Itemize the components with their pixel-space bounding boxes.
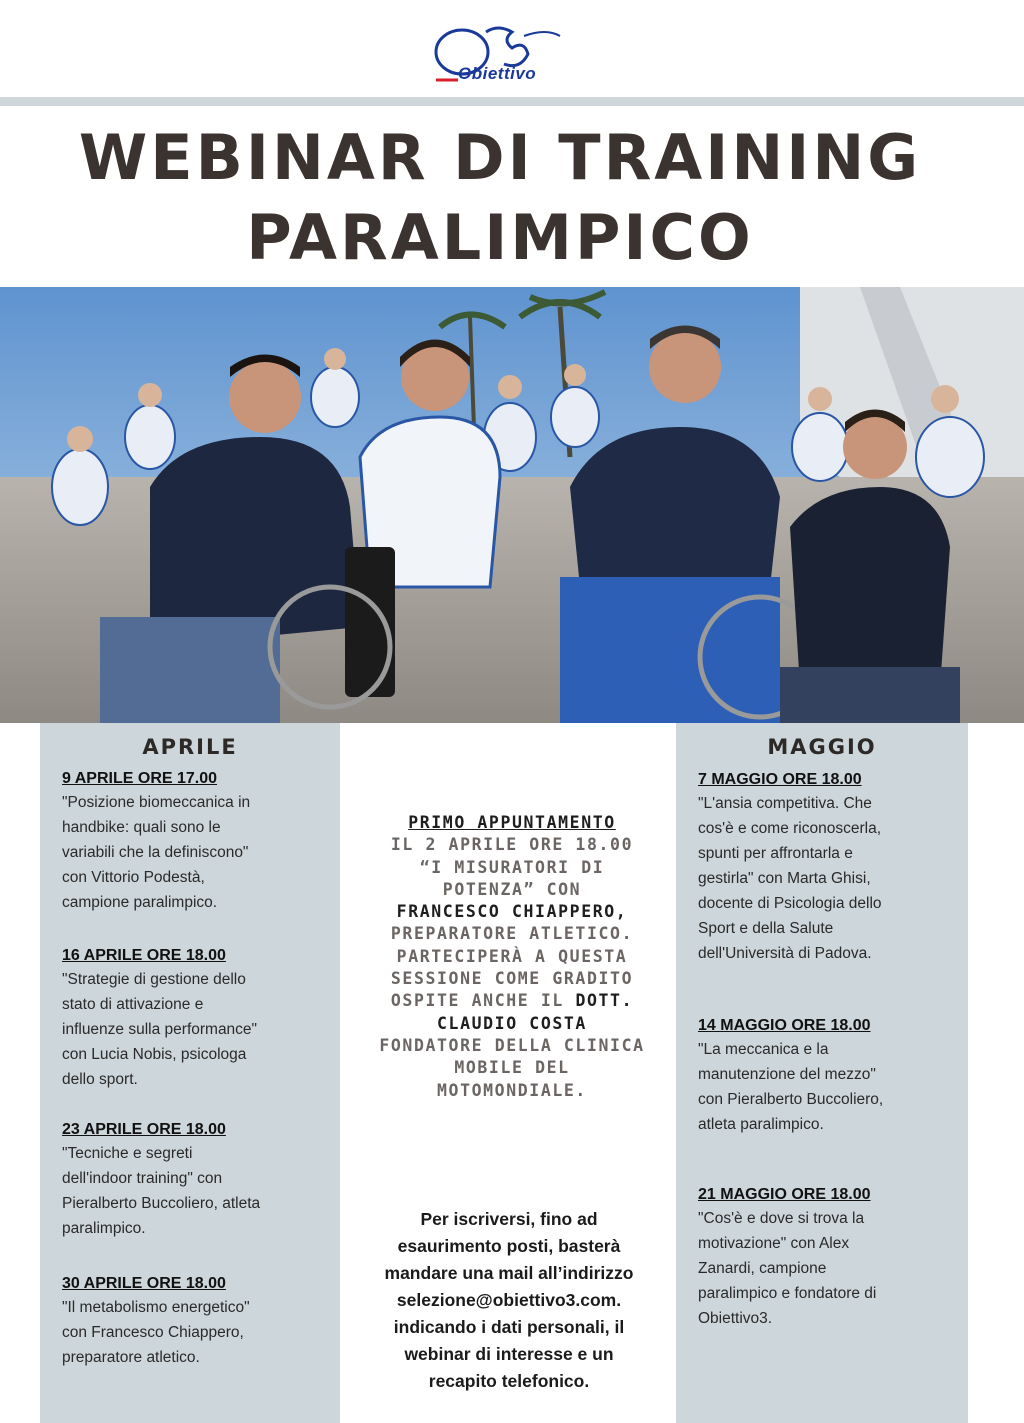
event-description (62, 1295, 330, 1370)
may-event-2 (698, 1015, 958, 1137)
event-line: "Strategie di gestione dello (62, 971, 246, 988)
may-column (676, 723, 968, 1423)
event-line: "Posizione biomeccanica in (62, 794, 251, 811)
event-line: Sport e della Salute (698, 920, 834, 937)
event-line: manutenzione del mezzo" (698, 1066, 876, 1083)
event-line: Obiettivo3. (698, 1310, 773, 1327)
first-line: FRANCESCO CHIAPPERO, (396, 902, 628, 922)
april-column (40, 723, 340, 1423)
event-line: Pieralberto Buccoliero, atleta (62, 1195, 261, 1212)
first-line: CLAUDIO COSTA (437, 1013, 587, 1033)
event-line: influenze sulla performance" (62, 1021, 258, 1038)
page-title (0, 118, 1000, 278)
event-line: variabili che la definiscono" (62, 844, 249, 861)
event-line: Zanardi, campione (698, 1260, 827, 1277)
may-event-1 (698, 769, 958, 966)
event-line: spunti per affrontarla e (698, 845, 853, 862)
event-line: stato di attivazione e (62, 996, 204, 1013)
april-heading: APRILE (142, 735, 238, 759)
event-line: paralimpico e fondatore di (698, 1285, 877, 1302)
event-line: con Lucia Nobis, psicologa (62, 1046, 247, 1063)
event-line: campione paralimpico. (62, 894, 218, 911)
april-event-3 (62, 1119, 330, 1241)
event-description (62, 967, 330, 1092)
event-description (698, 1206, 958, 1331)
event-line: dell'indoor training" con (62, 1170, 223, 1187)
event-line: gestirla" con Marta Ghisi, (698, 870, 871, 887)
first-line-part: DOTT. (575, 991, 634, 1011)
event-line: preparatore atletico. (62, 1349, 200, 1366)
first-line-part: OSPITE ANCHE IL (390, 991, 576, 1011)
event-line: con Vittorio Podestà, (62, 869, 205, 886)
event-date: 7 MAGGIO ORE 18.00 (698, 771, 862, 788)
first-line: “I MISURATORI DI (419, 857, 605, 877)
first-line: POTENZA” CON (442, 879, 582, 899)
event-description (62, 1141, 330, 1241)
event-line: handbike: quali sono le (62, 819, 221, 836)
first-line: SESSIONE COME GRADITO (390, 969, 634, 989)
may-event-3 (698, 1184, 958, 1331)
signup-line: selezione@obiettivo3.com. (396, 1290, 622, 1310)
signup-line: recapito telefonico. (428, 1371, 590, 1391)
first-line: PARTECIPERÀ A QUESTA (396, 946, 628, 966)
group-photo-athletes-icon (0, 287, 1024, 723)
event-line: con Pieralberto Buccoliero, (698, 1091, 884, 1108)
event-line: "Tecniche e segreti (62, 1145, 193, 1162)
first-line (352, 990, 672, 1012)
first-appointment-heading: PRIMO APPUNTAMENTO (408, 813, 616, 832)
top-divider (0, 97, 1024, 106)
may-heading: MAGGIO (767, 735, 877, 759)
event-line: atleta paralimpico. (698, 1116, 824, 1133)
event-description (698, 1037, 958, 1137)
title-line-1: WEBINAR DI TRAINING (78, 121, 922, 194)
first-line: PREPARATORE ATLETICO. (390, 924, 634, 944)
event-line: "Cos'è e dove si trova la (698, 1210, 865, 1227)
event-date: 14 MAGGIO ORE 18.00 (698, 1017, 871, 1034)
event-line: dello sport. (62, 1071, 138, 1088)
event-date: 30 APRILE ORE 18.00 (62, 1275, 226, 1292)
logo-wordmark: Obiettivo (458, 64, 537, 83)
event-line: "La meccanica e la (698, 1041, 829, 1058)
event-line: "L'ansia competitiva. Che (698, 795, 872, 812)
event-date: 9 APRILE ORE 17.00 (62, 770, 218, 787)
event-line: dell'Università di Padova. (698, 945, 872, 962)
first-appointment (352, 812, 672, 1102)
april-event-4 (62, 1273, 330, 1370)
title-line-2: PARALIMPICO (246, 201, 754, 274)
event-line: motivazione" con Alex (698, 1235, 850, 1252)
event-line: cos'è e come riconoscerla, (698, 820, 882, 837)
signup-line: mandare una mail all’indirizzo (384, 1263, 634, 1283)
event-line: con Francesco Chiappero, (62, 1324, 244, 1341)
event-date: 16 APRILE ORE 18.00 (62, 947, 226, 964)
first-line: MOTOMONDIALE. (437, 1080, 587, 1100)
event-line: paralimpico. (62, 1220, 146, 1237)
event-line: docente di Psicologia dello (698, 895, 882, 912)
april-event-1 (62, 768, 330, 915)
signup-line: Per iscriversi, fino ad (420, 1209, 598, 1229)
first-line: FONDATORE DELLA CLINICA (379, 1035, 645, 1055)
event-date: 23 APRILE ORE 18.00 (62, 1121, 226, 1138)
event-date: 21 MAGGIO ORE 18.00 (698, 1186, 871, 1203)
first-line: MOBILE DEL (454, 1058, 570, 1078)
first-line: IL 2 APRILE ORE 18.00 (390, 835, 634, 855)
signup-line: esaurimento posti, basterà (397, 1236, 621, 1256)
event-description (698, 791, 958, 966)
april-event-2 (62, 945, 330, 1092)
event-description (62, 790, 330, 915)
signup-line: webinar di interesse e un (404, 1344, 614, 1364)
event-line: "Il metabolismo energetico" (62, 1299, 250, 1316)
signup-info (344, 1206, 674, 1395)
signup-line: indicando i dati personali, il (393, 1317, 625, 1337)
